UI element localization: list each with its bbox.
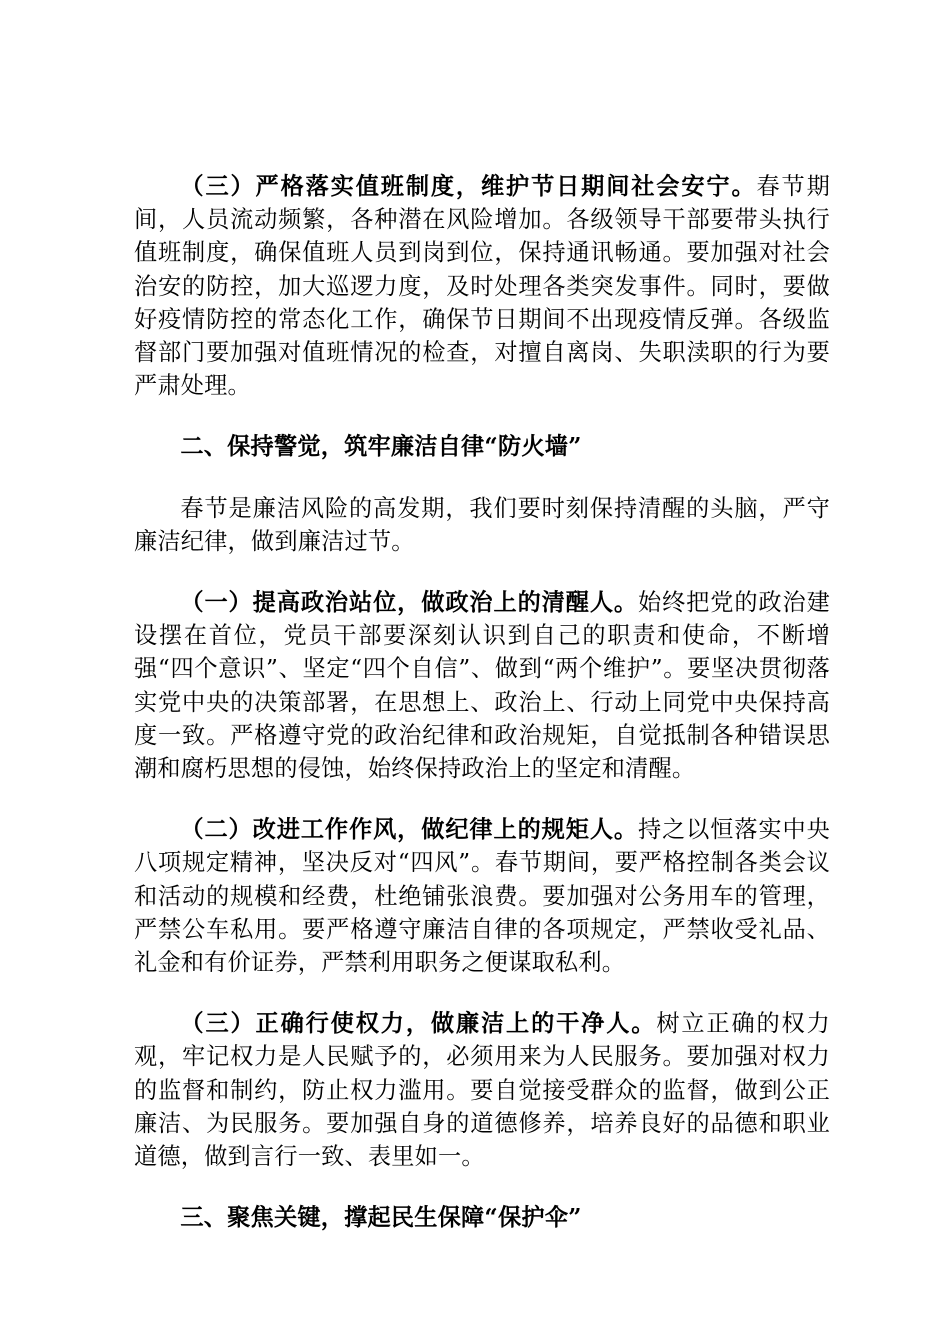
paragraph-lead: （三）正确行使权力，做廉洁上的干净人。 (180, 1010, 657, 1038)
paragraph-body: 持之以恒落实中央八项规定精神，坚决反对“四风”。春节期间，要严格控制各类会议和活动的规模和经费，杜绝铺张浪费。要加强对公务用车的管理，严禁公车私用。要严格遵守廉洁自律的各项规定，严禁收受礼品、礼金和有价证券，严禁利用职务之便谋取私利。 (134, 816, 830, 977)
paragraph-lead: （三）严格落实值班制度，维护节日期间社会安宁。 (180, 173, 757, 200)
paragraph-section-2-intro (134, 492, 830, 558)
paragraph-exercise-power (134, 1007, 830, 1173)
paragraph-lead: （二）改进工作作风，做纪律上的规矩人。 (180, 816, 638, 844)
section-heading-2: 二、保持警觉，筑牢廉洁自律“防火墙” (180, 433, 582, 461)
document-page (134, 170, 830, 1262)
paragraph-body: 始终把党的政治建设摆在首位，党员干部要深刻认识到自己的职责和使命，不断增强“四个意识”、坚定“四个自信”、做到“两个维护”。要坚决贯彻落实党中央的决策部署，在思想上、政治上、行动上同党中央保持高度一致。严格遵守党的政治纪律和政治规矩，自觉抵制各种错误思潮和腐朽思想的侵蚀，始终保持政治上的坚定和清醒。 (134, 589, 830, 783)
section-heading-3: 三、聚焦关键，撑起民生保障“保护伞” (180, 1204, 582, 1232)
paragraph-duty-system (134, 170, 830, 402)
paragraph-work-style (134, 813, 830, 979)
paragraph-body: 树立正确的权力观，牢记权力是人民赋予的，必须用来为人民服务。要加强对权力的监督和制约，防止权力滥用。要自觉接受群众的监督，做到公正廉洁、为民服务。要加强自身的道德修养，培养良好的品德和职业道德，做到言行一致、表里如一。 (134, 1010, 830, 1171)
paragraph-body: 春节是廉洁风险的高发期，我们要时刻保持清醒的头脑，严守廉洁纪律，做到廉洁过节。 (134, 494, 830, 555)
paragraph-political-stance (134, 586, 830, 785)
paragraph-lead: （一）提高政治站位，做政治上的清醒人。 (180, 589, 638, 617)
paragraph-body: 春节期间，人员流动频繁，各种潜在风险增加。各级领导干部要带头执行值班制度，确保值班人员到岗到位，保持通讯畅通。要加强对社会治安的防控，加大巡逻力度，及时处理各类突发事件。同时，要做好疫情防控的常态化工作，确保节日期间不出现疫情反弹。各级监督部门要加强对值班情况的检查，对擅自离岗、失职渎职的行为要严肃处理。 (134, 173, 830, 400)
